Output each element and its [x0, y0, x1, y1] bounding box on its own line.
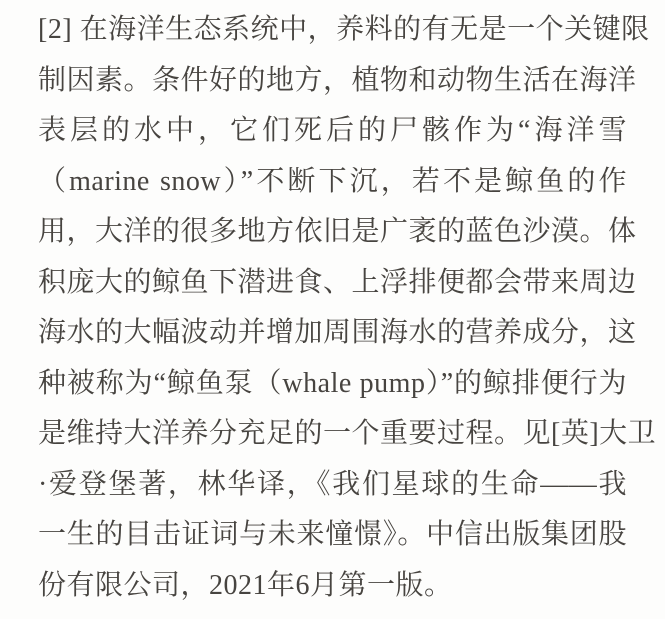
- footnote-line-7: 海水的大幅波动并增加周围海水的营养成分，这: [38, 317, 637, 348]
- footnote-line-4: （marine snow）”不断下沉，若不是鲸鱼的作: [38, 165, 627, 197]
- footnote-line-6: 积庞大的鲸鱼下潜进食、上浮排便都会带来周边: [38, 266, 637, 298]
- footnote-line-1: [2] 在海洋生态系统中，养料的有无是一个关键限: [38, 14, 650, 45]
- footnote-line-2: 制因素。条件好的地方，植物和动物生活在海洋: [38, 64, 637, 96]
- footnote-line-8: 种被称为“鲸鱼泵（whale pump）”的鲸排便行为: [38, 367, 627, 399]
- footnote-line-3: 表层的水中，它们死后的尸骸作为“海洋雪: [38, 115, 627, 146]
- footnote-line-12: 份有限公司，2021年6月第一版。: [38, 569, 453, 601]
- footnote-line-11: 一生的目击证词与未来憧憬》。中信出版集团股: [38, 519, 627, 550]
- footnote-block: [38, 5, 657, 611]
- footnote-line-10: ·爱登堡著，林华译，《我们星球的生命——我: [38, 468, 627, 500]
- footnote-line-5: 用，大洋的很多地方依旧是广袤的蓝色沙漠。体: [38, 216, 637, 247]
- footnote-line-9: 是维持大洋养分充足的一个重要过程。见[英]大卫: [38, 418, 657, 449]
